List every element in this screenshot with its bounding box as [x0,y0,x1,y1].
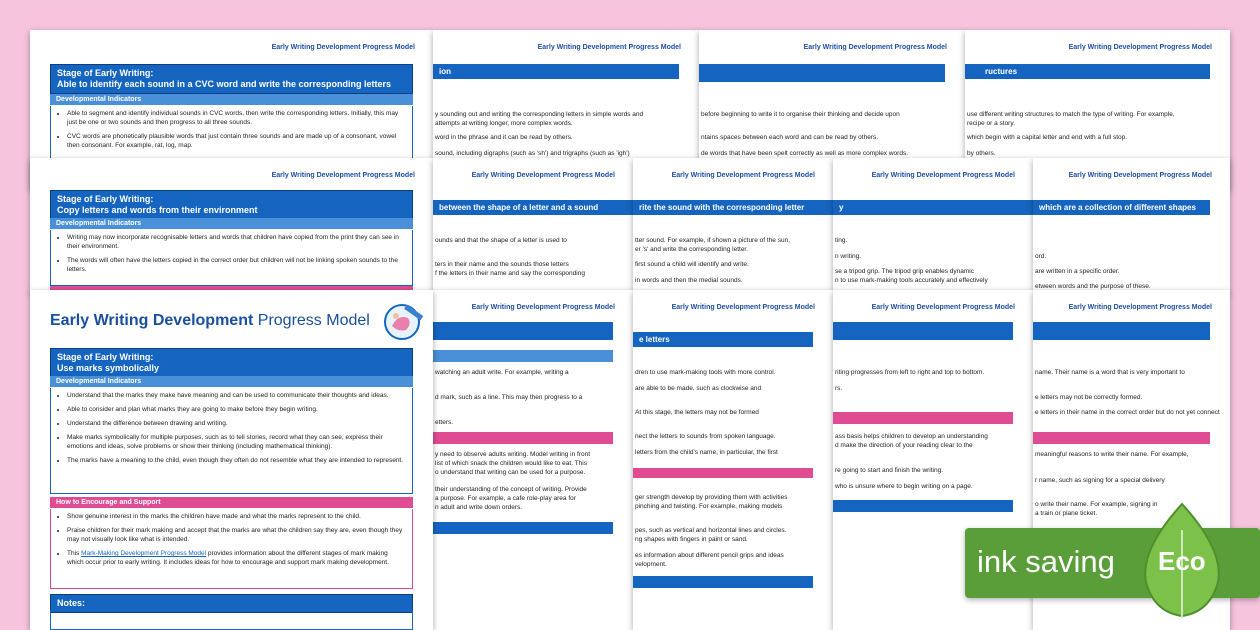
text-line: velopment. [635,561,667,568]
text-line: sound, including digraphs (such as 'sh') and trigraphs (such as 'igh') [435,150,630,157]
sheet-header: Early Writing Development Progress Model [271,44,415,51]
sheet-header: Early Writing Development Progress Model [803,44,947,51]
text-line: At this stage, the letters may not be formed [635,409,759,416]
text-line: recipe or a story. [967,120,1015,127]
sheet-header: Early Writing Development Progress Model [1068,304,1212,311]
stage-bar [833,322,1013,340]
list-item: • Writing may now incorporate recognisable letters and words that children have copied from the print they can see in their environment. [67,233,406,251]
list-item: • Able to consider and plan what marks they are going to make before they begin writing. [67,405,406,414]
worksheet-middle-4 [833,158,1033,293]
text-line: tter sound. For example, if shown a picture of the sun, [635,237,790,244]
worksheet-middle-3 [633,158,833,293]
worksheet-middle-1 [30,158,433,293]
list-item: • Able to segment and identify individual sounds in CVC words, then write the corresponding letters. Initially, this may just be one or two sounds and then progress to all three sounds. [67,109,406,127]
sheet-header: Early Writing Development Progress Model [271,172,415,179]
encourage-bar: How to Encourage and Support [50,497,413,508]
ink-saving-label: ink saving [977,544,1115,579]
text-line: first sound a child will identify and write. [635,261,749,268]
text-line: are able to be made, such as clockwise and [635,385,762,392]
notes-bar [633,576,813,588]
text-line: ntains spaces between each word and can be read by others. [701,134,879,141]
text-line: letters from the child's name, in particular, the first [635,449,778,456]
worksheet-front-main [30,290,433,630]
text-line: n adult and write down orders. [435,504,523,511]
sheet-header: Early Writing Development Progress Model [1068,172,1212,179]
stage-bar: Stage of Early Writing: Able to identify each sound in a CVC word and write the corresponding letters [50,64,413,94]
sheet-header: Early Writing Development Progress Model [871,172,1015,179]
text-line: name. Their name is a word that is very important to [1035,369,1185,376]
text-line: se a tripod grip. The tripod grip enables dynamic [835,268,974,275]
text-line: list of which snack the children would like to eat. This [435,460,587,467]
worksheet-front-3 [633,290,833,630]
worksheet-middle-5 [1033,158,1230,293]
eco-label: Eco [1158,546,1206,576]
stage-bar: ructures [965,64,1210,79]
text-line: which begin with a capital letter and end with a full stop. [967,134,1128,141]
stage-bar [433,322,613,340]
text-line: etween words and the purpose of these. [1035,283,1151,290]
text-line: pes, such as vertical and horizontal lines and circles. [635,527,787,534]
sheet-header: Early Writing Development Progress Model [671,304,815,311]
encourage-bar [433,432,613,444]
list-item: • Praise children for their mark making and accept that the marks are what the children say they are, even though they may not visually look like what is intended. [67,526,406,544]
indicators-bar: Developmental Indicators [50,376,413,387]
stage-bar: Stage of Early Writing: Use marks symbolically [50,348,413,378]
sheet-header: Early Writing Development Progress Model [471,172,615,179]
text-line: es information about different pencil grips and ideas [635,552,784,559]
text-line: de words that have been spelt correctly as well as more complex words. [701,150,909,157]
stage-bar: Stage of Early Writing: Copy letters and words from their environment [50,190,413,220]
text-line: attempts at writing longer, more complex words. [435,120,573,127]
text-line: riting progresses from left to right and top to bottom. [835,369,985,376]
notes-bar: Notes: [50,594,413,613]
sheet-header: Early Writing Development Progress Model [471,304,615,311]
text-line: nect the letters to sounds from spoken language. [635,433,776,440]
text-line: ting. [835,237,848,244]
list-item: • The words will often have the letters copied in the correct order but children will not be linking spoken sounds to the letters. [67,256,406,274]
text-line: r name, such as signing for a special delivery [1035,477,1165,484]
text-line: meaningful reasons to write their name. For example, [1035,451,1189,458]
encourage-bar [833,412,1013,424]
text-line: word in the phrase and it can be read by others. [435,134,573,141]
text-line: n writing. [835,253,862,260]
text-line: d make the direction of your reading clear to the [835,442,973,449]
list-item: • Make marks symbolically for multiple purposes, such as to tell stories, record what they can see, express their emotions and ideas, solve problems or show their thinking (including mathematical thinking). [67,433,406,451]
sheet-header: Early Writing Development Progress Model [1068,44,1212,51]
list-item: • Understand the difference between drawing and writing. [67,419,406,428]
encourage-box [50,509,413,589]
text-line: by others. [967,150,996,157]
stage-bar [699,64,945,82]
text-line: y need to observe adults writing. Model writing in front [435,451,590,458]
text-line: o understand that writing can be used for a purpose. [435,469,586,476]
indicators-bar: Developmental Indicators [50,218,413,229]
text-line: are written in a specific order. [1035,268,1120,275]
page-title: Early Writing Development Progress Model [50,312,370,329]
list-item: • The marks have a meaning to the child, even though they often do not resemble what they are intended to represent. [67,456,406,465]
child-writing-icon [382,302,426,342]
stage-bar: between the shape of a letter and a sound [433,200,633,215]
list-item: • Show genuine interest in the marks the children have made and what the marks represent to the child. [67,512,406,521]
notes-bar [833,500,1013,512]
text-line: rs. [835,385,843,392]
indicators-bar: Developmental Indicators [50,94,413,105]
stage-bar: rite the sound with the corresponding letter [633,200,833,215]
text-line: ounds and that the shape of a letter is used to [435,237,567,244]
indicators-box [50,388,413,494]
indicators-bar [433,350,613,362]
stage-bar: y [833,200,1033,215]
stage-bar: e letters [633,332,813,347]
text-line: y sounding out and writing the corresponding letters in simple words and [435,111,644,118]
text-line: a train or plane ticket. [1035,510,1098,517]
text-line: use different writing structures to match the type of writing. For example, [967,111,1175,118]
text-line: before beginning to write it to organise their thinking and decide upon [701,111,900,118]
text-line: er 's' and write the corresponding letter. [635,246,749,253]
list-item: • CVC words are phonetically plausible words that just contain three sounds and are made up of a consonant, vowel then consonant. For example, rat, log, map. [67,132,406,150]
text-line: o write their name. For example, signing in [1035,501,1158,508]
sheet-header: Early Writing Development Progress Model [871,304,1015,311]
encourage-bar [633,468,813,478]
text-line: a purpose. For example, a cafe role-play area for [435,495,576,502]
indicators-box [50,230,413,286]
text-line: their understanding of the concept of writing. Provide [435,486,587,493]
text-line: e letters in their name in the correct order but do not yet connect [1035,409,1220,416]
text-line: n to use mark-making tools accurately and effectively [835,277,988,284]
worksheet-front-2 [433,290,633,630]
text-line: ger strength develop by providing them with activities [635,494,788,501]
text-line: re going to start and finish the writing. [835,467,944,474]
text-line: in words and then the medial sounds. [635,277,743,284]
mark-making-model-link[interactable]: Mark-Making Development Progress Model [81,550,207,557]
text-line: etters. [435,419,454,426]
text-line: ass basis helps children to develop an understanding [835,433,988,440]
stage-bar [1033,322,1210,340]
text-line: d mark, such as a line. This may then progress to a [435,394,583,401]
text-line: dren to use mark-making tools with more control. [635,369,776,376]
text-line: pinching and twisting. For example, making models [635,503,783,510]
text-line: e letters may not be correctly formed. [1035,394,1143,401]
text-line: f the letters in their name and say the corresponding [435,270,585,277]
encourage-bar [1033,432,1210,444]
list-item: • Understand that the marks they make have meaning and can be used to communicate their thoughts and ideas. [67,391,406,400]
stage-bar: ion [433,64,679,79]
sheet-header: Early Writing Development Progress Model [671,172,815,179]
list-item: • This Mark-Making Development Progress Model provides information about the different stages of mark making which occur prior to early writing. It includes ideas for how to encourage and support mark making development. [67,549,406,567]
text-line: ord. [1035,253,1047,260]
notes-box [50,610,413,630]
text-line: who is unsure where to begin writing on a page. [835,483,973,490]
text-line: ng shapes with fingers in paint or sand. [635,536,748,543]
text-line: watching an adult write. For example, writing a [435,369,569,376]
stage-bar: which are a collection of different shapes [1033,200,1210,215]
text-line: ters in their name and the sounds those letters [435,261,569,268]
sheet-header: Early Writing Development Progress Model [537,44,681,51]
worksheet-middle-2 [433,158,633,293]
notes-bar [433,522,613,534]
